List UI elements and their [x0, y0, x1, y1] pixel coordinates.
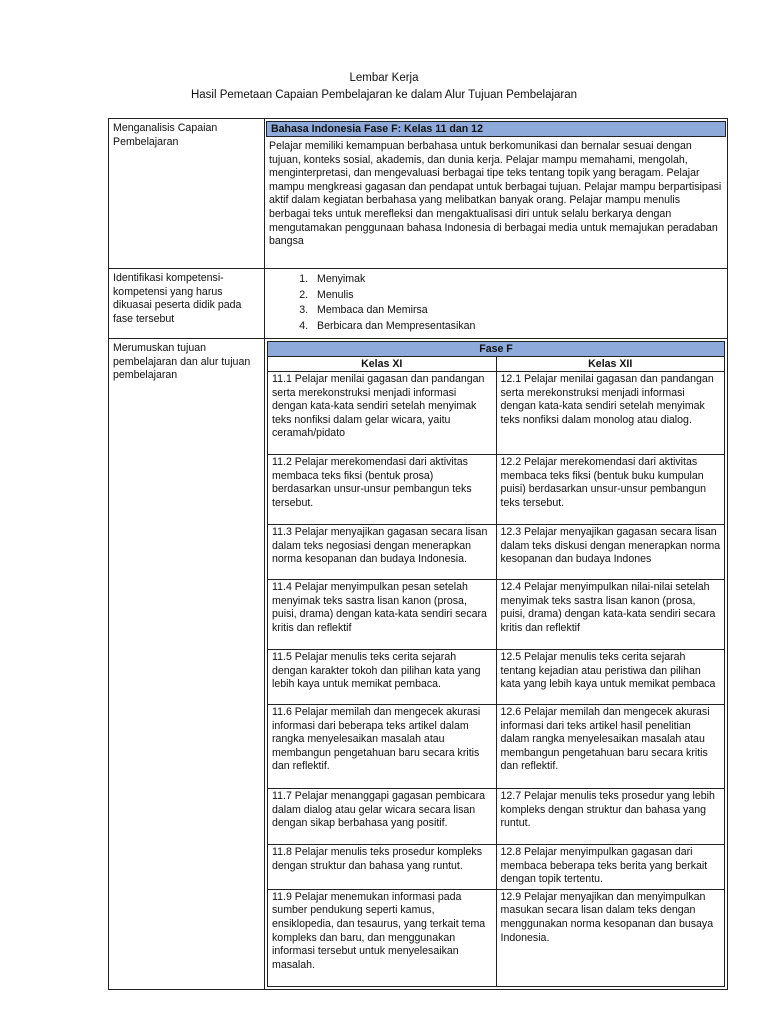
objective-kelas-xii: 12.6 Pelajar memilah dan mengecek akurasi informasi dari teks artikel hasil penelitian dalam rangka menyelesaikan masalah atau membangun pengetahuan baru secara kritis dan reflektif.: [496, 705, 725, 789]
table-row: [268, 372, 725, 455]
list-item: 2. Menulis: [311, 288, 723, 304]
objectives-content: [265, 339, 728, 990]
objective-kelas-xii: 12.5 Pelajar menulis teks cerita sejarah tentang kejadian atau peristiwa dan pilihan kata yang lebih kaya untuk memikat pembaca: [496, 650, 725, 705]
list-item: 3. Membaca dan Memirsa: [311, 303, 723, 319]
objective-kelas-xi: 11.8 Pelajar menulis teks prosedur kompleks dengan struktur dan bahasa yang runtut.: [268, 845, 497, 890]
competency-label: Identifikasi kompetensi-kompetensi yang harus dikuasai peserta didik pada fase tersebut: [109, 269, 265, 339]
competency-content: [265, 269, 728, 339]
table-row: [268, 455, 725, 525]
subject-phase-header: Bahasa Indonesia Fase F: Kelas 11 dan 12: [266, 121, 726, 137]
objective-kelas-xi: 11.3 Pelajar menyajikan gagasan secara lisan dalam teks negosiasi dengan menerapkan norma kesopanan dan budaya Indonesia.: [268, 525, 497, 580]
objective-kelas-xii: 12.4 Pelajar menyimpulkan nilai-nilai setelah menyimak teks sastra lisan kanon (prosa, puisi, drama) dengan kata-kata sendiri secara kritis dan reflektif: [496, 580, 725, 650]
cp-analysis-label: Menganalisis Capaian Pembelajaran: [109, 119, 265, 269]
list-item: 1. Menyimak: [311, 272, 723, 288]
objective-kelas-xii: 12.9 Pelajar menyajikan dan menyimpulkan masukan secara lisan dalam teks dengan menggunakan norma kesopanan dan busaya Indonesia.: [496, 889, 725, 986]
competency-row: [109, 269, 728, 339]
cp-analysis-content: [265, 119, 728, 269]
objectives-table: [267, 341, 725, 987]
worksheet-subtitle: Hasil Pemetaan Capaian Pembelajaran ke dalam Alur Tujuan Pembelajaran: [190, 89, 578, 101]
column-header-kelas-xii: Kelas XII: [496, 357, 725, 372]
worksheet-title: Lembar Kerja: [349, 72, 419, 84]
objective-kelas-xii: 12.7 Pelajar menulis teks prosedur yang lebih kompleks dengan struktur dan bahasa yang runtut.: [496, 789, 725, 845]
objective-kelas-xi: 11.5 Pelajar menulis teks cerita sejarah dengan karakter tokoh dan pilihan kata yang lebih kaya untuk memikat pembaca.: [268, 650, 497, 705]
column-header-kelas-xi: Kelas XI: [268, 357, 497, 372]
objective-kelas-xi: 11.4 Pelajar menyimpulkan pesan setelah menyimak teks sastra lisan kanon (prosa, puisi, drama) dengan kata-kata sendiri secara kritis dan reflektif: [268, 580, 497, 650]
objective-kelas-xii: 12.8 Pelajar menyimpulkan gagasan dari membaca beberapa teks berita yang berkait dengan topik tertentu.: [496, 845, 725, 890]
table-row: [268, 789, 725, 845]
objectives-label: Merumuskan tujuan pembelajaran dan alur tujuan pembelajaran: [109, 339, 265, 990]
objective-kelas-xii: 12.3 Pelajar menyajikan gagasan secara lisan dalam teks diskusi dengan menerapkan norma kesopanan dan budaya Indones: [496, 525, 725, 580]
objective-kelas-xi: 11.9 Pelajar menemukan informasi pada sumber pendukung seperti kamus, ensiklopedia, dan tesaurus, yang terkait tema kompleks dan baru, dan menggunakan informasi tersebut untuk menyelesaikan masalah.: [268, 889, 497, 986]
objective-kelas-xi: 11.6 Pelajar memilah dan mengecek akurasi informasi dari beberapa teks artikel dalam rangka menyelesaikan masalah atau membangun pengetahuan baru secara kritis dan reflektif.: [268, 705, 497, 789]
table-row: [268, 650, 725, 705]
table-row: [268, 889, 725, 986]
table-row: [268, 845, 725, 890]
table-row: [268, 580, 725, 650]
objective-kelas-xi: 11.2 Pelajar merekomendasi dari aktivitas membaca teks fiksi (bentuk prosa) berdasarkan unsur-unsur pembangun teks tersebut.: [268, 455, 497, 525]
objectives-row: [109, 339, 728, 990]
phase-header: Fase F: [268, 342, 725, 357]
cp-analysis-row: [109, 119, 728, 269]
table-row: [268, 525, 725, 580]
objective-kelas-xi: 11.7 Pelajar menanggapi gagasan pembicara dalam dialog atau gelar wicara secara lisan dengan sikap berbahasa yang positif.: [268, 789, 497, 845]
mapping-table: [108, 118, 728, 990]
cp-description: Pelajar memiliki kemampuan berbahasa untuk berkomunikasi dan bernalar sesuai dengan tujuan, konteks sosial, akademis, dan dunia kerja. Pelajar mampu memahami, mengolah, menginterpretasi, dan mengevaluasi berbagai tipe teks tentang topik yang beragam. Pelajar mampu mengkreasi gagasan dan pendapat untuk berbagai tujuan. Pelajar mampu berpartisipasi aktif dalam kegiatan berbahasa yang melibatkan banyak orang. Pelajar mampu menulis berbagai teks untuk merefleksi dan mengaktualisasi diri untuk selalu berkarya dengan mengutamakan penggunaan bahasa Indonesia di berbagai media untuk memajukan peradaban bangsa: [269, 140, 722, 248]
objective-kelas-xii: 12.2 Pelajar merekomendasi dari aktivitas membaca teks fiksi (bentuk buku kumpulan puisi) berdasarkan unsur-unsur pembangun teks tersebut.: [496, 455, 725, 525]
objective-kelas-xi: 11.1 Pelajar menilai gagasan dan pandangan serta merekonstruksi menjadi informasi dengan kata-kata sendiri setelah menyimak teks nonfiksi dalam gelar wicara, yaitu ceramah/pidato: [268, 372, 497, 455]
list-item: 4. Berbicara dan Mempresentasikan: [311, 319, 723, 335]
table-row: [268, 705, 725, 789]
objective-kelas-xii: 12.1 Pelajar menilai gagasan dan pandangan serta merekonstruksi menjadi informasi dengan kata-kata sendiri setelah menyimak teks nonfiksi dalam monolog atau dialog.: [496, 372, 725, 455]
competency-list: [269, 272, 723, 334]
